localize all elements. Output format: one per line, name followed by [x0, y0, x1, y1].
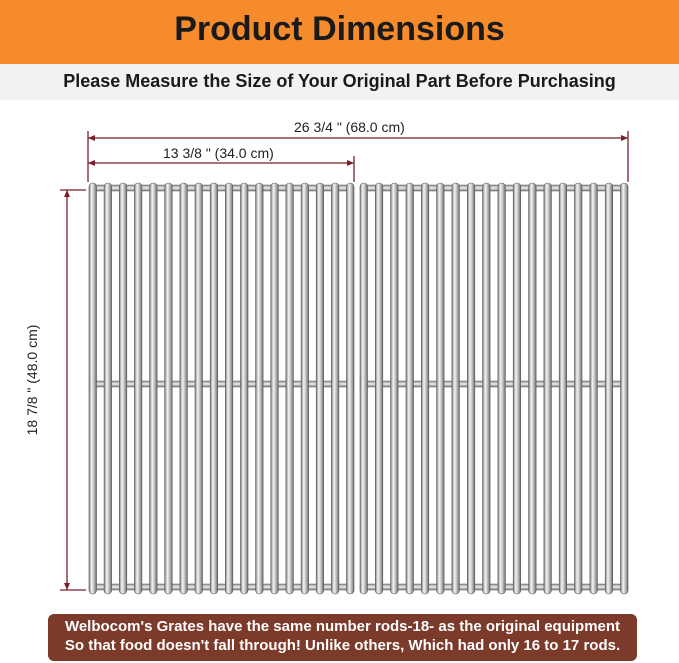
- footer-line-2: So that food doesn't fall through! Unlike others, Which had only 16 to 17 rods.: [64, 637, 621, 654]
- page-subtitle: Please Measure the Size of Your Original Part Before Purchasing: [63, 71, 616, 91]
- grate-1-rod: [165, 183, 173, 594]
- grate-2-rod: [467, 183, 475, 594]
- grate-2-rod: [498, 183, 506, 594]
- arrow-half-left: [88, 160, 95, 166]
- grate-1-rod: [225, 183, 233, 594]
- grate-2-rod: [544, 183, 552, 594]
- grate-2-rod: [621, 183, 629, 594]
- grate-2-rod: [452, 183, 460, 594]
- total-width-label: 26 3/4 " (68.0 cm): [290, 119, 409, 135]
- grate-2-rod: [360, 183, 368, 594]
- grate-2-rod: [590, 183, 598, 594]
- arrow-half-right: [347, 160, 354, 166]
- height-label: 18 7/8 " (48.0 cm): [24, 321, 40, 440]
- grate-2-crossbar-1: [360, 185, 628, 191]
- grate-2-rod: [375, 183, 383, 594]
- grate-2-rod: [529, 183, 537, 594]
- footer-line-1: Welbocom's Grates have the same number rods-18- as the original equipment: [64, 618, 621, 635]
- grate-1-rod: [347, 183, 355, 594]
- grate-2-rod: [559, 183, 567, 594]
- grate-1-crossbar-2: [89, 381, 354, 387]
- grate-2-rod: [513, 183, 521, 594]
- grate-2-rod: [605, 183, 613, 594]
- grate-1-rod: [301, 183, 309, 594]
- grate-1-rod: [241, 183, 249, 594]
- page-title: Product Dimensions: [174, 10, 505, 48]
- grate-2-rod: [575, 183, 583, 594]
- grate-2-rod: [421, 183, 429, 594]
- grate-1-rod: [210, 183, 218, 594]
- grate-1-rod: [134, 183, 142, 594]
- grate-1-rod: [316, 183, 324, 594]
- grate-1-rod: [119, 183, 127, 594]
- grates-group: [89, 183, 628, 594]
- grate-1-rod: [89, 183, 97, 594]
- grate-1-rod: [150, 183, 158, 594]
- grate-1-crossbar-1: [89, 185, 354, 191]
- grate-1-rod: [104, 183, 112, 594]
- arrow-width-left: [88, 135, 95, 141]
- half-width-label: 13 3/8 " (34.0 cm): [159, 145, 278, 161]
- grate-2-rod: [437, 183, 445, 594]
- arrow-height-top: [64, 190, 70, 197]
- dimension-lines: [60, 131, 628, 590]
- grate-1-rod: [331, 183, 339, 594]
- grate-1-rod: [256, 183, 264, 594]
- grate-1: [89, 183, 354, 594]
- grate-1-rod: [286, 183, 294, 594]
- grate-2-rod: [391, 183, 399, 594]
- grate-2-crossbar-2: [360, 381, 628, 387]
- grate-1-rod: [180, 183, 188, 594]
- dimension-arrows: [64, 135, 628, 590]
- grate-2-crossbar-3: [360, 584, 628, 590]
- grate-1-rod: [271, 183, 279, 594]
- arrow-height-bottom: [64, 583, 70, 590]
- grate-1-crossbar-3: [89, 584, 354, 590]
- grate-2-rod: [483, 183, 491, 594]
- arrow-width-right: [621, 135, 628, 141]
- grate-2: [360, 183, 628, 594]
- grate-1-rod: [195, 183, 203, 594]
- grate-2-rod: [406, 183, 414, 594]
